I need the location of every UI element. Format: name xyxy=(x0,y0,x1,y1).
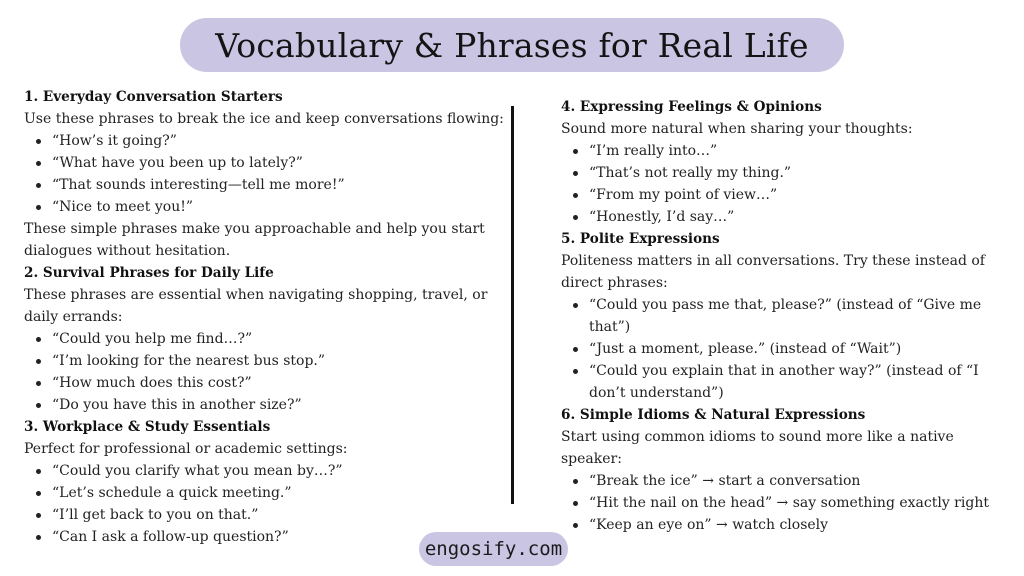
list-item-text: “I’m really into…” xyxy=(589,143,718,159)
list-item-text: “Keep an eye on” → watch closely xyxy=(589,517,829,533)
list-item-text: “Could you help me find…?” xyxy=(52,331,253,347)
list-item xyxy=(561,338,1006,360)
bullet-icon xyxy=(36,535,41,540)
list-item xyxy=(561,470,1006,492)
section-intro: Sound more natural when sharing your thoughts: xyxy=(561,121,913,137)
bullet-icon xyxy=(36,139,41,144)
list-item xyxy=(561,492,1006,514)
bullet-icon xyxy=(36,205,41,210)
list-item xyxy=(24,174,508,196)
list-item xyxy=(24,394,508,416)
list-item-text: “I’m looking for the nearest bus stop.” xyxy=(52,353,326,369)
section-intro: Perfect for professional or academic settings: xyxy=(24,441,348,457)
list-item xyxy=(24,350,508,372)
site-url: engosify.com xyxy=(424,538,563,560)
list-item xyxy=(24,196,508,218)
list-item-text: “That sounds interesting—tell me more!” xyxy=(52,177,345,193)
bullet-icon xyxy=(36,469,41,474)
section-intro: Start using common idioms to sound more like a native speaker: xyxy=(561,429,954,467)
bullet-icon xyxy=(573,171,578,176)
bullet-icon xyxy=(36,381,41,386)
section-heading: 5. Polite Expressions xyxy=(561,231,720,247)
list-item xyxy=(561,206,1006,228)
bullet-icon xyxy=(573,501,578,506)
list-item-text: “I’ll get back to you on that.” xyxy=(52,507,259,523)
bullet-icon xyxy=(573,149,578,154)
section-survival-phrases xyxy=(24,262,508,416)
bullet-icon xyxy=(573,215,578,220)
bullet-icon xyxy=(573,369,578,374)
list-item-text: “Just a moment, please.” (instead of “Wait”) xyxy=(589,341,902,357)
list-item-text: “Could you explain that in another way?” (instead of “I don’t understand”) xyxy=(589,363,979,401)
bullet-icon xyxy=(36,403,41,408)
section-heading: 2. Survival Phrases for Daily Life xyxy=(24,265,274,281)
list-item-text: “That’s not really my thing.” xyxy=(589,165,792,181)
list-item xyxy=(561,140,1006,162)
bullet-icon xyxy=(573,523,578,528)
title-banner xyxy=(180,18,844,72)
bullet-icon xyxy=(36,513,41,518)
section-feelings-opinions xyxy=(561,96,1006,228)
list-item-text: “Could you clarify what you mean by…?” xyxy=(52,463,343,479)
list-item-text: “Do you have this in another size?” xyxy=(52,397,302,413)
section-conversation-starters xyxy=(24,86,508,262)
list-item-text: “Could you pass me that, please?” (instead of “Give me that”) xyxy=(589,297,982,335)
phrase-list xyxy=(24,328,508,416)
bullet-icon xyxy=(573,193,578,198)
left-column xyxy=(24,86,508,548)
bullet-icon xyxy=(573,303,578,308)
section-heading: 4. Expressing Feelings & Opinions xyxy=(561,99,822,115)
list-item-text: “How much does this cost?” xyxy=(52,375,252,391)
list-item-text: “Nice to meet you!” xyxy=(52,199,194,215)
list-item xyxy=(561,514,1006,536)
section-heading: 3. Workplace & Study Essentials xyxy=(24,419,271,435)
list-item-text: “Can I ask a follow-up question?” xyxy=(52,529,289,545)
list-item-text: “What have you been up to lately?” xyxy=(52,155,303,171)
list-item xyxy=(561,360,1006,404)
section-workplace-study xyxy=(24,416,508,548)
bullet-icon xyxy=(36,337,41,342)
list-item-text: “Break the ice” → start a conversation xyxy=(589,473,861,489)
section-heading: 1. Everyday Conversation Starters xyxy=(24,89,283,105)
bullet-icon xyxy=(36,491,41,496)
section-intro: Use these phrases to break the ice and keep conversations flowing: xyxy=(24,111,504,127)
list-item xyxy=(24,460,508,482)
bullet-icon xyxy=(36,161,41,166)
section-intro: Politeness matters in all conversations. Try these instead of direct phrases: xyxy=(561,253,985,291)
list-item-text: “Hit the nail on the head” → say something exactly right xyxy=(589,495,989,511)
right-column xyxy=(561,96,1006,536)
phrase-list xyxy=(24,130,508,218)
list-item-text: “From my point of view…” xyxy=(589,187,778,203)
column-divider xyxy=(511,106,514,504)
section-outro: These simple phrases make you approachable and help you start dialogues without hesitation. xyxy=(24,221,485,259)
list-item xyxy=(561,162,1006,184)
list-item xyxy=(561,184,1006,206)
bullet-icon xyxy=(573,479,578,484)
list-item xyxy=(24,504,508,526)
phrase-list xyxy=(561,470,1006,536)
section-idioms xyxy=(561,404,1006,536)
bullet-icon xyxy=(36,183,41,188)
list-item xyxy=(24,130,508,152)
phrase-list xyxy=(561,140,1006,228)
list-item xyxy=(24,482,508,504)
list-item xyxy=(24,152,508,174)
list-item-text: “How’s it going?” xyxy=(52,133,177,149)
section-intro: These phrases are essential when navigating shopping, travel, or daily errands: xyxy=(24,287,488,325)
list-item-text: “Honestly, I’d say…” xyxy=(589,209,735,225)
list-item xyxy=(24,328,508,350)
list-item-text: “Let’s schedule a quick meeting.” xyxy=(52,485,292,501)
list-item xyxy=(24,372,508,394)
phrase-list xyxy=(561,294,1006,404)
section-polite-expressions xyxy=(561,228,1006,404)
list-item xyxy=(561,294,1006,338)
section-heading: 6. Simple Idioms & Natural Expressions xyxy=(561,407,866,423)
bullet-icon xyxy=(573,347,578,352)
footer-banner xyxy=(419,532,568,566)
bullet-icon xyxy=(36,359,41,364)
page-title: Vocabulary & Phrases for Real Life xyxy=(215,25,809,65)
